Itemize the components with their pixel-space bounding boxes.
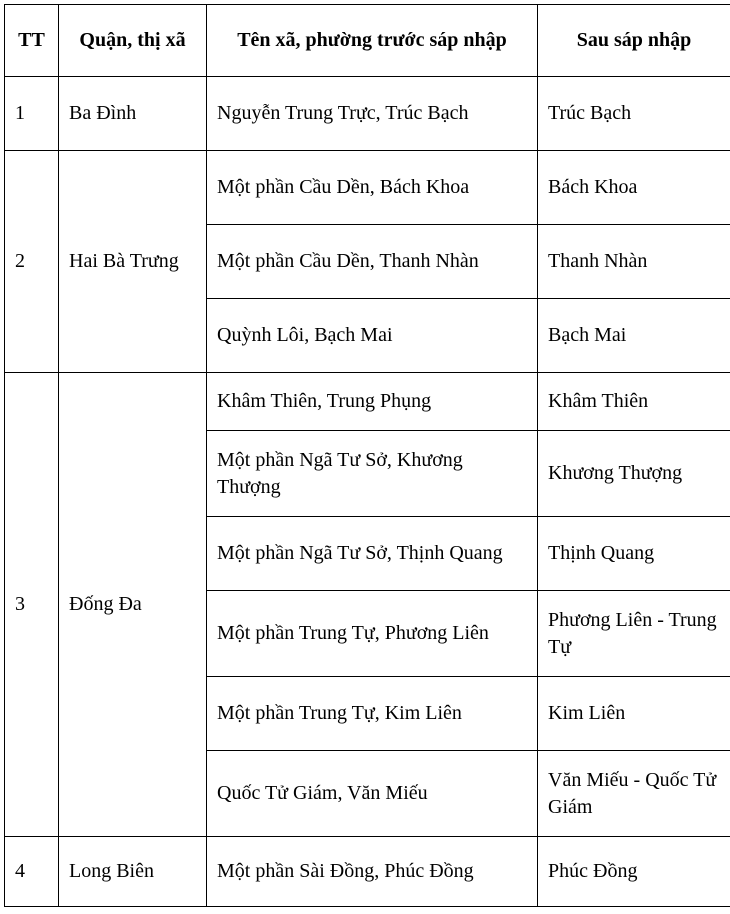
- after-cell: Bạch Mai: [538, 299, 730, 373]
- header-after: Sau sáp nhập: [538, 5, 730, 77]
- after-cell: Kim Liên: [538, 677, 730, 751]
- before-cell: Nguyễn Trung Trực, Trúc Bạch: [207, 77, 538, 151]
- before-cell: Một phần Trung Tự, Phương Liên: [207, 591, 538, 677]
- after-cell: Trúc Bạch: [538, 77, 730, 151]
- district-cell: Long Biên: [59, 837, 207, 907]
- after-cell: Phúc Đồng: [538, 837, 730, 907]
- table-row: [5, 837, 730, 907]
- ward-merger-table: [4, 4, 730, 907]
- table-row: [5, 77, 730, 151]
- before-cell: Quỳnh Lôi, Bạch Mai: [207, 299, 538, 373]
- district-cell: Hai Bà Trưng: [59, 151, 207, 373]
- district-cell: Ba Đình: [59, 77, 207, 151]
- before-cell: Khâm Thiên, Trung Phụng: [207, 373, 538, 431]
- after-cell: Khương Thượng: [538, 431, 730, 517]
- after-cell: Khâm Thiên: [538, 373, 730, 431]
- table-row: [5, 151, 730, 225]
- tt-cell: 3: [5, 373, 59, 837]
- before-cell: Một phần Cầu Dền, Thanh Nhàn: [207, 225, 538, 299]
- header-tt: TT: [5, 5, 59, 77]
- after-cell: Bách Khoa: [538, 151, 730, 225]
- before-cell: Một phần Ngã Tư Sở, Thịnh Quang: [207, 517, 538, 591]
- table-row: [5, 373, 730, 431]
- before-cell: Một phần Cầu Dền, Bách Khoa: [207, 151, 538, 225]
- after-cell: Thanh Nhàn: [538, 225, 730, 299]
- before-cell: Một phần Sài Đồng, Phúc Đồng: [207, 837, 538, 907]
- after-cell: Thịnh Quang: [538, 517, 730, 591]
- tt-cell: 2: [5, 151, 59, 373]
- header-row: [5, 5, 730, 77]
- after-cell: Phương Liên - Trung Tự: [538, 591, 730, 677]
- before-cell: Một phần Trung Tự, Kim Liên: [207, 677, 538, 751]
- after-cell: Văn Miếu - Quốc Tử Giám: [538, 751, 730, 837]
- tt-cell: 4: [5, 837, 59, 907]
- tt-cell: 1: [5, 77, 59, 151]
- header-district: Quận, thị xã: [59, 5, 207, 77]
- header-before: Tên xã, phường trước sáp nhập: [207, 5, 538, 77]
- district-cell: Đống Đa: [59, 373, 207, 837]
- before-cell: Một phần Ngã Tư Sở, Khương Thượng: [207, 431, 538, 517]
- before-cell: Quốc Tử Giám, Văn Miếu: [207, 751, 538, 837]
